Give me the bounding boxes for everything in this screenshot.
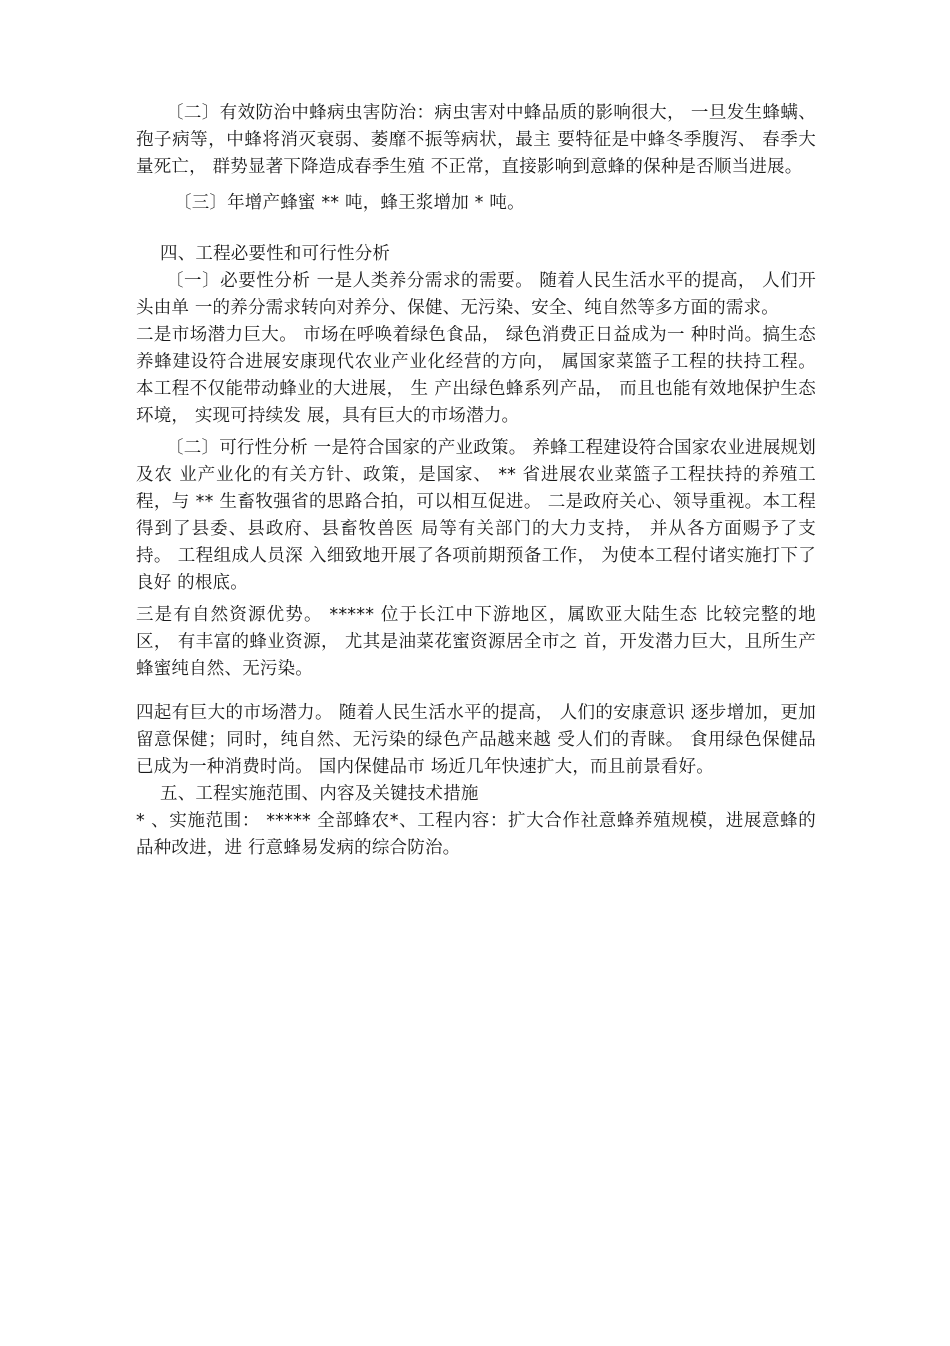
paragraph-market-potential: 二是市场潜力巨大。 市场在呼唤着绿色食品， 绿色消费正日益成为一 种时尚。搞生态养蜂建设符合进展安康现代农业产业化经营的方向， 属国家菜篮子工程的扶持工程。 本工程不仅能带动蜂业的大进展， 生 产出绿色蜂系列产品， 而且也能有效地保护生态环境， 实现可持续发 展，具有巨大的市场潜力。 [136,325,816,426]
document-body [136,100,816,862]
section-heading-necessity-feasibility: 四、工程必要性和可行性分析 [160,244,391,264]
paragraph-yield-increase: 〔三〕年增产蜂蜜 ** 吨，蜂王浆增加 * 吨。 [174,193,525,213]
paragraph-pest-control: 〔二〕有效防治中蜂病虫害防治：病虫害对中蜂品质的影响很大， 一旦发生蜂螨、孢子病等，中蜂将消灭衰弱、萎靡不振等病状，最主 要特征是中蜂冬季腹泻、 春季大量死亡， 群势显著下降造成春季生殖 不正常，直接影响到意蜂的保种是否顺当进展。 [136,103,816,177]
paragraph-feasibility-analysis: 〔二〕可行性分析 一是符合国家的产业政策。 养蜂工程建设符合国家农业进展规划及农 业产业化的有关方针、政策，是国家、 ** 省进展农业菜篮子工程扶持的养殖工程，与 ** 生畜牧强省的思路合拍，可以相互促进。 二是政府关心、领导重视。本工程得到了县委、县政府、县畜牧兽医 局等有关部门的大力支持， 并从各方面赐予了支持。 工程组成人员深 入细致地开展了各项前期预备工作， 为使本工程付诸实施打下了良好 的根底。 [136,438,816,593]
paragraph-natural-resources: 三是有自然资源优势。 ***** 位于长江中下游地区，属欧亚大陆生态 比较完整的地区， 有丰富的蜂业资源， 尤其是油菜花蜜资源居全市之 首，开发潜力巨大，且所生产蜂蜜纯自然、无污染。 [136,605,816,679]
paragraph-necessity-analysis: 〔一〕必要性分析 一是人类养分需求的需要。 随着人民生活水平的提高， 人们开头由单 一的养分需求转向对养分、保健、无污染、安全、纯自然等多方面的需求。 [136,271,816,318]
paragraph-scope-content: * 、实施范围： ***** 全部蜂农*、工程内容：扩大合作社意蜂养殖规模，进展意蜂的品种改进，进 行意蜂易发病的综合防治。 [136,811,816,858]
paragraph-market-demand: 四起有巨大的市场潜力。 随着人民生活水平的提高， 人们的安康意识 逐步增加，更加留意保健；同时，纯自然、无污染的绿色产品越来越 受人们的青睐。 食用绿色保健品已成为一种消费时尚。 国内保健品市 场近几年快速扩大，而且前景看好。 [136,703,816,777]
section-heading-implementation: 五、工程实施范围、内容及关键技术措施 [160,784,479,804]
